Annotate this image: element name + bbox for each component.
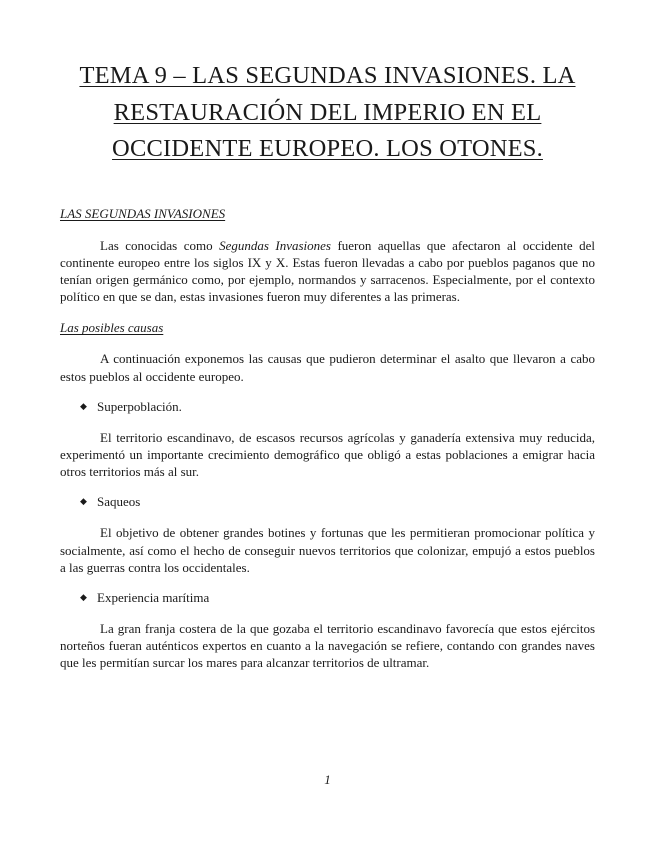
- diamond-bullet-icon: ◆: [80, 400, 87, 411]
- intro-text-after: fueron aquellas que afectaron al occidente del continente europeo entre los siglos IX y X. Estas fueron llevadas a cabo por pueblos paganos que no tenían origen germánico como, por ejemplo, normandos y sarracenos. Especialmente, por el contexto político en que se dan, estas invasiones fueron muy diferentes a las primeras.: [60, 237, 595, 305]
- intro-text-before: Las conocidas como: [100, 237, 220, 253]
- causes-heading: Las posibles causas: [60, 320, 164, 336]
- bullet-label: Superpoblación.: [97, 398, 182, 414]
- cause-paragraph-superpoblacion: El territorio escandinavo, de escasos recursos agrícolas y ganadería extensiva muy reducida, experimentó un importante crecimiento demográfico que obligó a estas poblaciones a emigrar hacia otros territorios más al sur.: [60, 429, 595, 480]
- intro-emphasis: Segundas Invasiones: [219, 237, 331, 253]
- bullet-item-saqueos: [60, 493, 595, 510]
- bullet-item-superpoblacion: [60, 398, 595, 415]
- diamond-bullet-icon: ◆: [80, 591, 87, 602]
- page-title: TEMA 9 – LAS SEGUNDAS INVASIONES. LA RESTAURACIÓN DEL IMPERIO EN EL OCCIDENTE EUROPEO. LOS OTONES.: [79, 62, 576, 162]
- cause-paragraph-saqueos: El objetivo de obtener grandes botines y fortunas que les permitieran promocionar política y socialmente, así como el hecho de conseguir nuevos territorios que colonizar, empujó a estos pueblos a las guerras contra los occidentales.: [60, 525, 595, 575]
- bullet-label: Saqueos: [97, 494, 141, 510]
- bullet-item-experiencia-maritima: [60, 589, 595, 606]
- page-number: 1: [324, 772, 331, 787]
- causes-intro-paragraph: A continuación exponemos las causas que pudieron determinar el asalto que llevaron a cabo estos pueblos al occidente europeo.: [60, 351, 595, 384]
- section-heading: LAS SEGUNDAS INVASIONES: [60, 205, 226, 221]
- intro-paragraph: [60, 237, 595, 306]
- diamond-bullet-icon: ◆: [80, 496, 87, 507]
- bullet-label: Experiencia marítima: [97, 589, 210, 605]
- cause-paragraph-experiencia-maritima: La gran franja costera de la que gozaba el territorio escandinavo favorecía que estos ejércitos norteños fueran auténticos expertos en cuanto a la navegación se refiere, contando con grandes naves que les permitían surcar los mares para alcanzar territorios de ultramar.: [60, 620, 595, 671]
